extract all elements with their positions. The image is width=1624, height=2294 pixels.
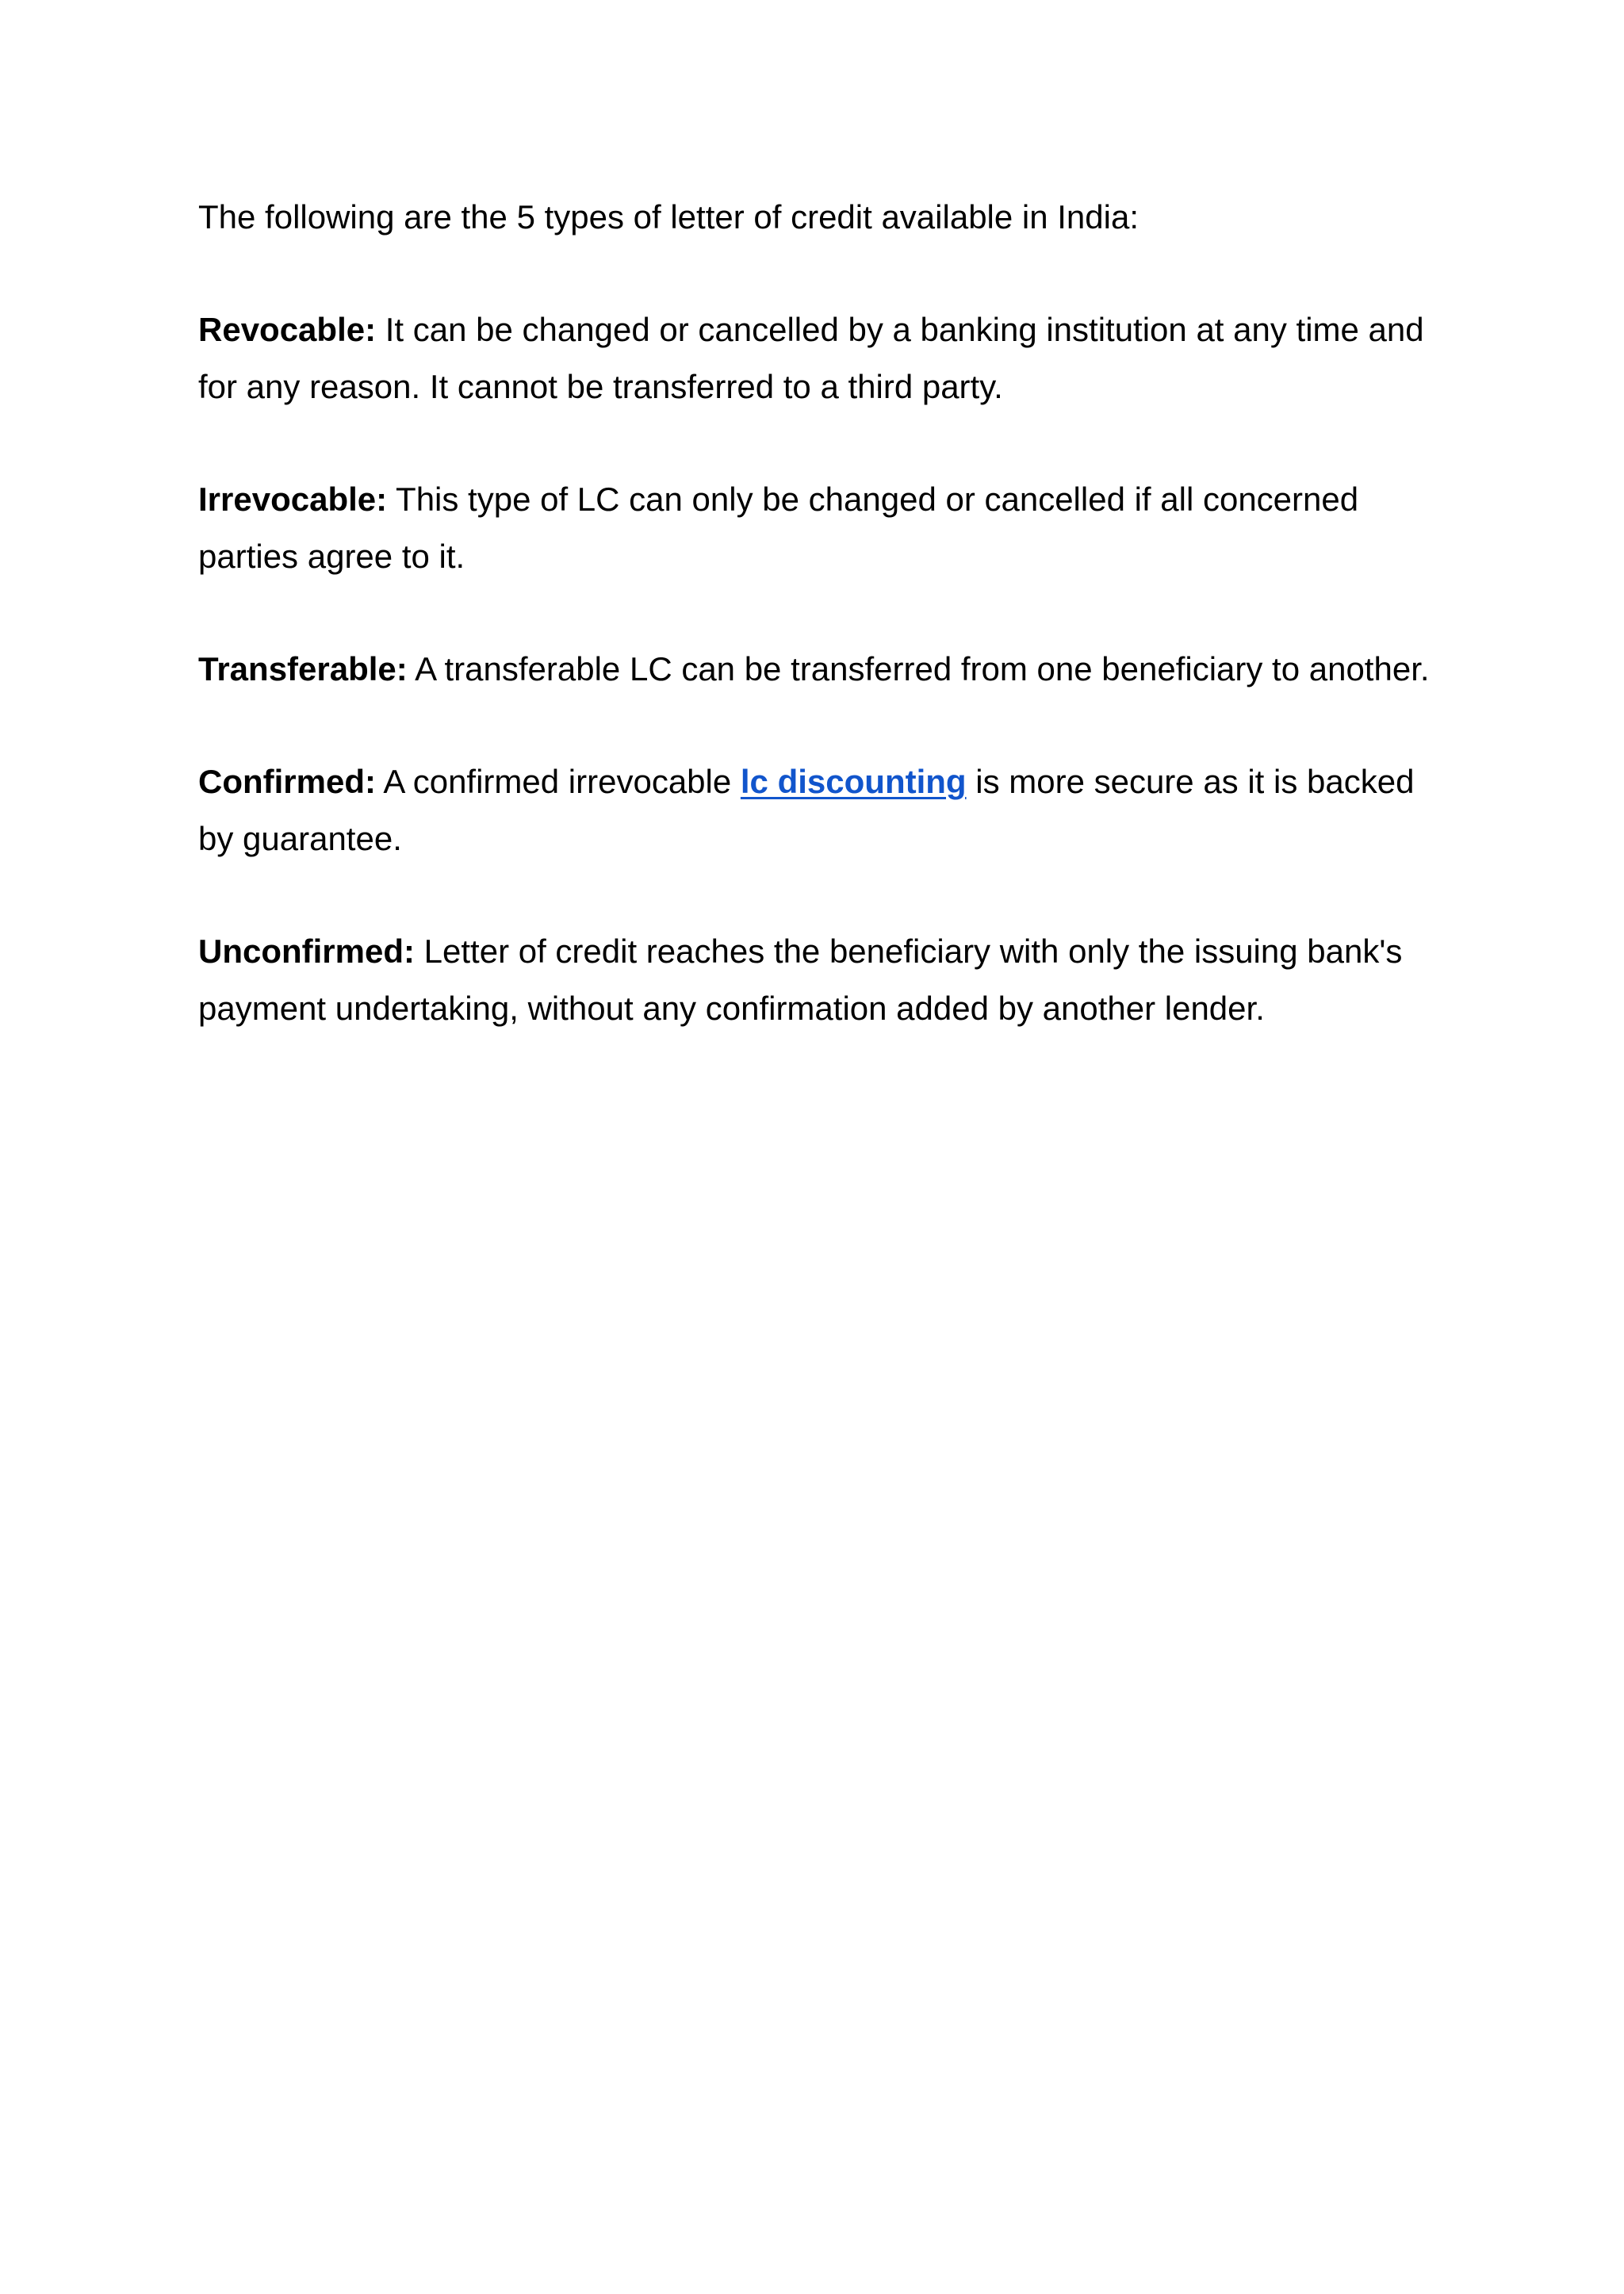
term-label: Irrevocable: (198, 481, 388, 518)
type-confirmed (198, 753, 1435, 867)
type-unconfirmed (198, 923, 1435, 1037)
lc-discounting-link[interactable]: lc discounting (740, 763, 967, 800)
term-label: Confirmed: (198, 763, 376, 800)
term-description-before-link: A confirmed irrevocable (376, 763, 741, 800)
term-description: This type of LC can only be changed or cancelled if all concerned parties agree to it. (198, 481, 1359, 575)
type-revocable (198, 301, 1435, 416)
term-label: Transferable: (198, 650, 408, 687)
term-description: Letter of credit reaches the beneficiary with only the issuing bank's payment undertaking, without any confirmation added by another lender. (198, 933, 1403, 1027)
document-body (198, 189, 1435, 1093)
intro-paragraph: The following are the 5 types of letter of credit available in India: (198, 198, 1139, 236)
type-transferable (198, 641, 1435, 698)
term-label: Revocable: (198, 311, 377, 348)
term-description-after-link: is more secure as it is backed by guarantee. (198, 763, 1415, 857)
term-label: Unconfirmed: (198, 933, 415, 970)
term-description: A transferable LC can be transferred from one beneficiary to another. (407, 650, 1430, 687)
type-irrevocable (198, 471, 1435, 585)
term-description: It can be changed or cancelled by a banking institution at any time and for any reason. It cannot be transferred to a third party. (198, 311, 1424, 405)
